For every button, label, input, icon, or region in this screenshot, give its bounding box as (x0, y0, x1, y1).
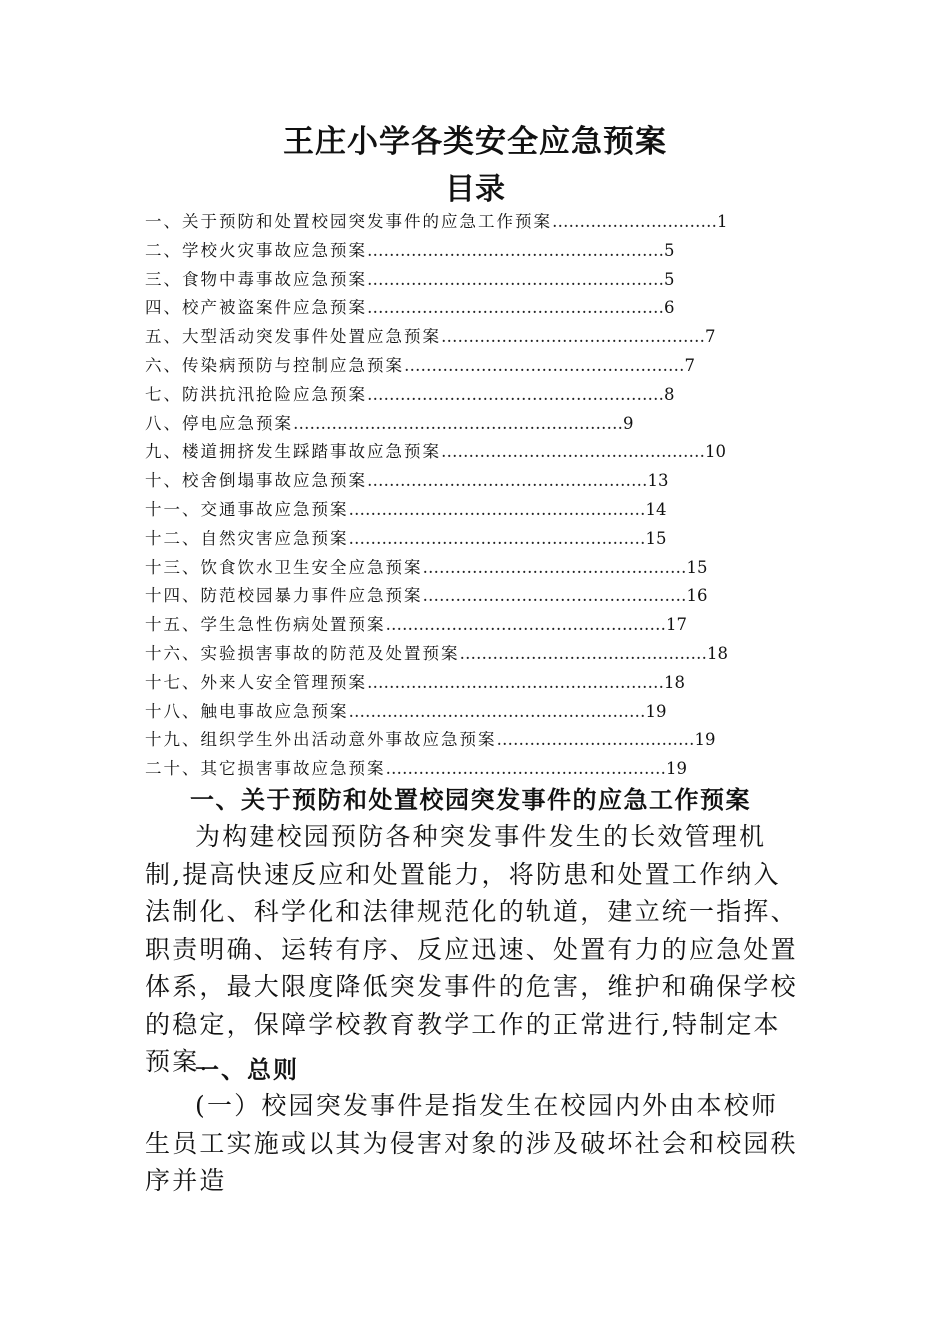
toc-entry-text: 四、校产被盗案件应急预案 (145, 298, 367, 318)
toc-entry-page: 15 (686, 557, 708, 577)
toc-entry-text: 十、校舍倒塌事故应急预案 (145, 471, 367, 491)
toc-entry[interactable] (145, 352, 785, 381)
toc-entry-text: 十一、交通事故应急预案 (145, 499, 349, 519)
toc-entry[interactable] (145, 640, 785, 669)
toc-entry-leader: …………………………………………… (404, 355, 685, 375)
toc-entry-page: 1 (717, 212, 728, 231)
toc-entry-text: 十九、组织学生外出活动意外事故应急预案 (145, 730, 497, 750)
toc-entry-page: 13 (647, 471, 669, 491)
toc-entry-text: 十七、外来人安全管理预案 (145, 672, 367, 692)
first-item-paragraph: (一）校园突发事件是指发生在校园内外由本校师生员工实施或以其为侵害对象的涉及破坏社会和校园秩序并造 (145, 1091, 798, 1195)
toc-entry[interactable] (145, 237, 785, 266)
intro-paragraph: 为构建校园预防各种突发事件发生的长效管理机制,提高快速反应和处置能力，将防患和处置工作纳入法制化、科学化和法律规范化的轨道，建立统一指挥、职责明确、运转有序、反应迅速、处置有力的应急处置体系，最大限度降低突发事件的危害，维护和确保学校的稳定，保障学校教育教学工作的正常进行,特制定本预案. (145, 822, 798, 1076)
toc-title: 目录 (445, 172, 505, 207)
toc-entry-leader: …………………………………………… (367, 471, 648, 491)
toc-entry-leader: ………………………… (552, 212, 717, 231)
toc-entry-page: 18 (664, 672, 685, 692)
toc-entry-text: 八、停电应急预案 (145, 413, 293, 433)
toc-entry-leader: …………………………………………………… (293, 413, 623, 433)
toc-entry-text: 十三、饮食饮水卫生安全应急预案 (145, 557, 423, 577)
toc-entry[interactable] (145, 381, 785, 410)
toc-entry-text: 十六、实验损害事故的防范及处置预案 (145, 643, 460, 663)
toc-entry[interactable] (145, 669, 785, 698)
toc-entry-leader: ……………………………………… (459, 643, 707, 663)
toc-entry[interactable] (145, 698, 785, 727)
toc-entry-page: 16 (686, 586, 708, 606)
toc-entry-page: 5 (664, 240, 675, 260)
toc-entry-leader: ……………………………………………… (367, 672, 664, 692)
toc-entry-leader: ……………………………………………… (348, 528, 646, 548)
toc-entry-leader: ……………………………………………… (367, 240, 664, 260)
toc-entry[interactable] (145, 611, 785, 640)
toc-entry-text: 六、传染病预防与控制应急预案 (145, 355, 404, 375)
section-heading: 一、关于预防和处置校园突发事件的应急工作预案 (190, 785, 751, 814)
table-of-contents (145, 208, 785, 784)
toc-entry[interactable] (145, 726, 785, 755)
toc-entry-text: 三、食物中毒事故应急预案 (145, 269, 367, 289)
toc-entry-text: 十四、防范校园暴力事件应急预案 (145, 586, 423, 606)
document-title: 王庄小学各类安全应急预案 (283, 124, 667, 160)
toc-entry-leader: ……………………………… (496, 730, 695, 750)
toc-entry-page: 10 (705, 442, 726, 462)
toc-entry[interactable] (145, 496, 785, 525)
toc-entry-text: 七、防洪抗汛抢险应急预案 (145, 384, 367, 404)
toc-entry-leader: ……………………………………………… (367, 269, 664, 289)
toc-entry[interactable] (145, 266, 785, 295)
toc-entry-page: 18 (707, 643, 728, 663)
toc-entry-page: 14 (645, 499, 667, 519)
toc-entry-leader: …………………………………………… (385, 759, 666, 779)
toc-entry-leader: ……………………………………………… (348, 499, 646, 519)
toc-entry-page: 5 (664, 269, 675, 289)
toc-entry[interactable] (145, 438, 785, 467)
toc-entry-text: 十二、自然灾害应急预案 (145, 528, 349, 548)
toc-entry-text: 十五、学生急性伤病处置预案 (145, 615, 386, 635)
toc-entry-page: 17 (666, 615, 687, 635)
toc-entry-text: 二、学校火灾事故应急预案 (145, 240, 367, 260)
toc-entry-leader: ………………………………………… (441, 442, 705, 462)
toc-entry-page: 7 (705, 327, 716, 347)
toc-entry-leader: …………………………………………… (385, 615, 666, 635)
toc-entry-page: 9 (623, 413, 634, 433)
toc-entry-page: 7 (684, 355, 695, 375)
subsection-heading: 一、总则 (195, 1055, 299, 1084)
intro-text-block (145, 818, 800, 1081)
toc-entry[interactable] (145, 525, 785, 554)
toc-entry-page: 15 (645, 528, 667, 548)
toc-entry[interactable] (145, 208, 785, 237)
toc-entry-page: 19 (645, 701, 667, 721)
toc-entry[interactable] (145, 294, 785, 323)
toc-entry-text: 五、大型活动突发事件处置应急预案 (145, 327, 441, 347)
toc-entry-text: 二十、其它损害事故应急预案 (145, 759, 386, 779)
toc-entry-leader: ………………………………………… (422, 586, 687, 606)
toc-entry-text: 一、关于预防和处置校园突发事件的应急工作预案 (145, 212, 552, 231)
toc-entry-leader: ……………………………………………… (367, 298, 664, 318)
toc-entry-leader: ……………………………………………… (348, 701, 646, 721)
toc-entry[interactable] (145, 410, 785, 439)
toc-entry-text: 九、楼道拥挤发生踩踏事故应急预案 (145, 442, 441, 462)
toc-entry-page: 6 (664, 298, 675, 318)
toc-entry[interactable] (145, 554, 785, 583)
toc-entry[interactable] (145, 323, 785, 352)
toc-entry-text: 十八、触电事故应急预案 (145, 701, 349, 721)
first-item-block (145, 1087, 800, 1200)
toc-entry-page: 19 (666, 759, 687, 779)
toc-entry-leader: ……………………………………………… (367, 384, 664, 404)
toc-entry-page: 19 (694, 730, 716, 750)
toc-entry-page: 8 (664, 384, 675, 404)
toc-entry[interactable] (145, 582, 785, 611)
toc-entry[interactable] (145, 467, 785, 496)
toc-entry-leader: ………………………………………… (441, 327, 705, 347)
toc-entry-leader: ………………………………………… (422, 557, 687, 577)
